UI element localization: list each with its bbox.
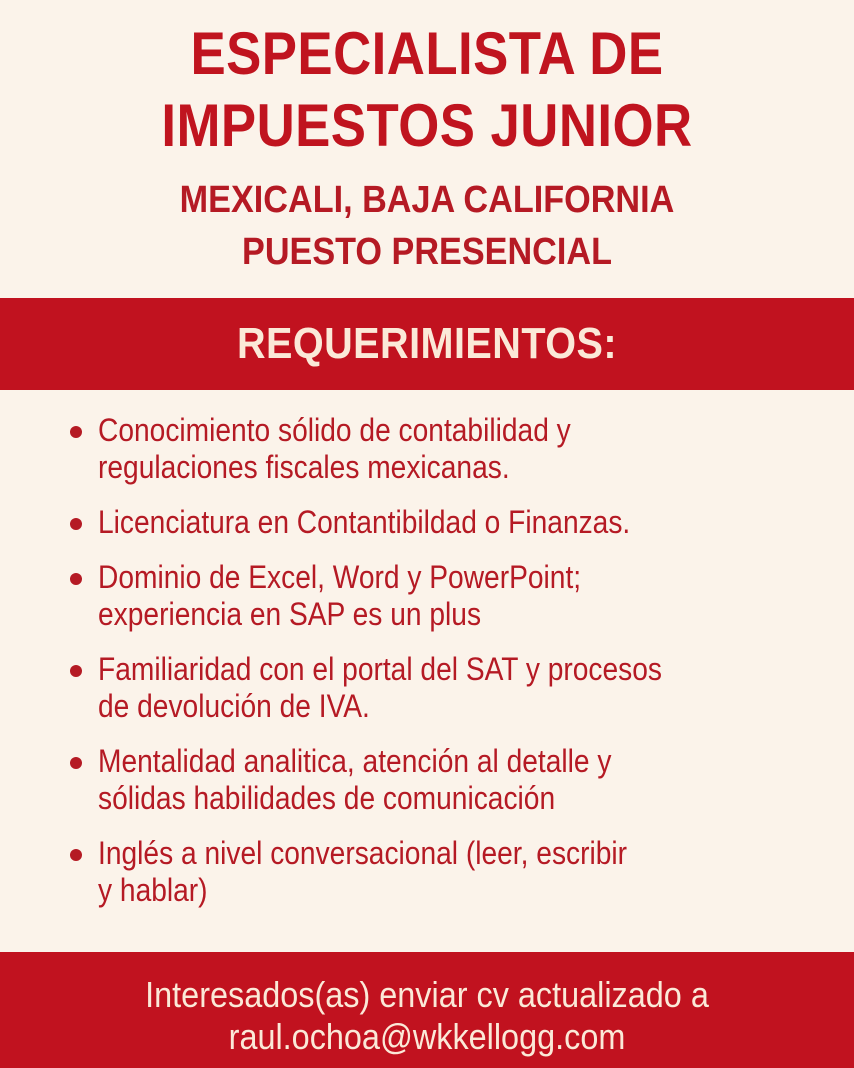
requirements-heading: REQUERIMIENTOS: (236, 319, 618, 368)
requirements-list (0, 412, 854, 927)
poster-header (0, 0, 854, 300)
requirement-item (0, 743, 854, 817)
contact-instruction: Interesados(as) enviar cv actualizado a (145, 974, 709, 1015)
contact-footer (0, 952, 854, 1068)
requirement-text: Mentalidad analitica, atención al detalle y sólidas habilidades de comunicación (98, 743, 612, 816)
bullet-icon (70, 426, 82, 438)
requirement-text: Dominio de Excel, Word y PowerPoint; experiencia en SAP es un plus (98, 559, 582, 632)
bullet-icon (70, 518, 82, 530)
job-title-line-2: IMPUESTOS JUNIOR (161, 92, 693, 159)
requirement-item (0, 412, 854, 486)
bullet-icon (70, 849, 82, 861)
requirement-text: Inglés a nivel conversacional (leer, escribir y hablar) (98, 835, 628, 908)
requirements-banner (0, 298, 854, 390)
requirement-item (0, 651, 854, 725)
bullet-icon (70, 573, 82, 585)
requirement-item (0, 559, 854, 633)
requirement-item (0, 835, 854, 909)
job-modality: PUESTO PRESENCIAL (242, 231, 612, 273)
requirement-text: Conocimiento sólido de contabilidad y regulaciones fiscales mexicanas. (98, 412, 571, 485)
job-title-line-1: ESPECIALISTA DE (190, 20, 664, 87)
requirement-text: Licenciatura en Contantibildad o Finanzas. (98, 504, 631, 540)
requirement-item (0, 504, 854, 541)
bullet-icon (70, 757, 82, 769)
job-location: MEXICALI, BAJA CALIFORNIA (179, 179, 675, 221)
requirement-text: Familiaridad con el portal del SAT y procesos de devolución de IVA. (98, 651, 662, 724)
contact-email: raul.ochoa@wkkellogg.com (228, 1016, 626, 1057)
bullet-icon (70, 665, 82, 677)
